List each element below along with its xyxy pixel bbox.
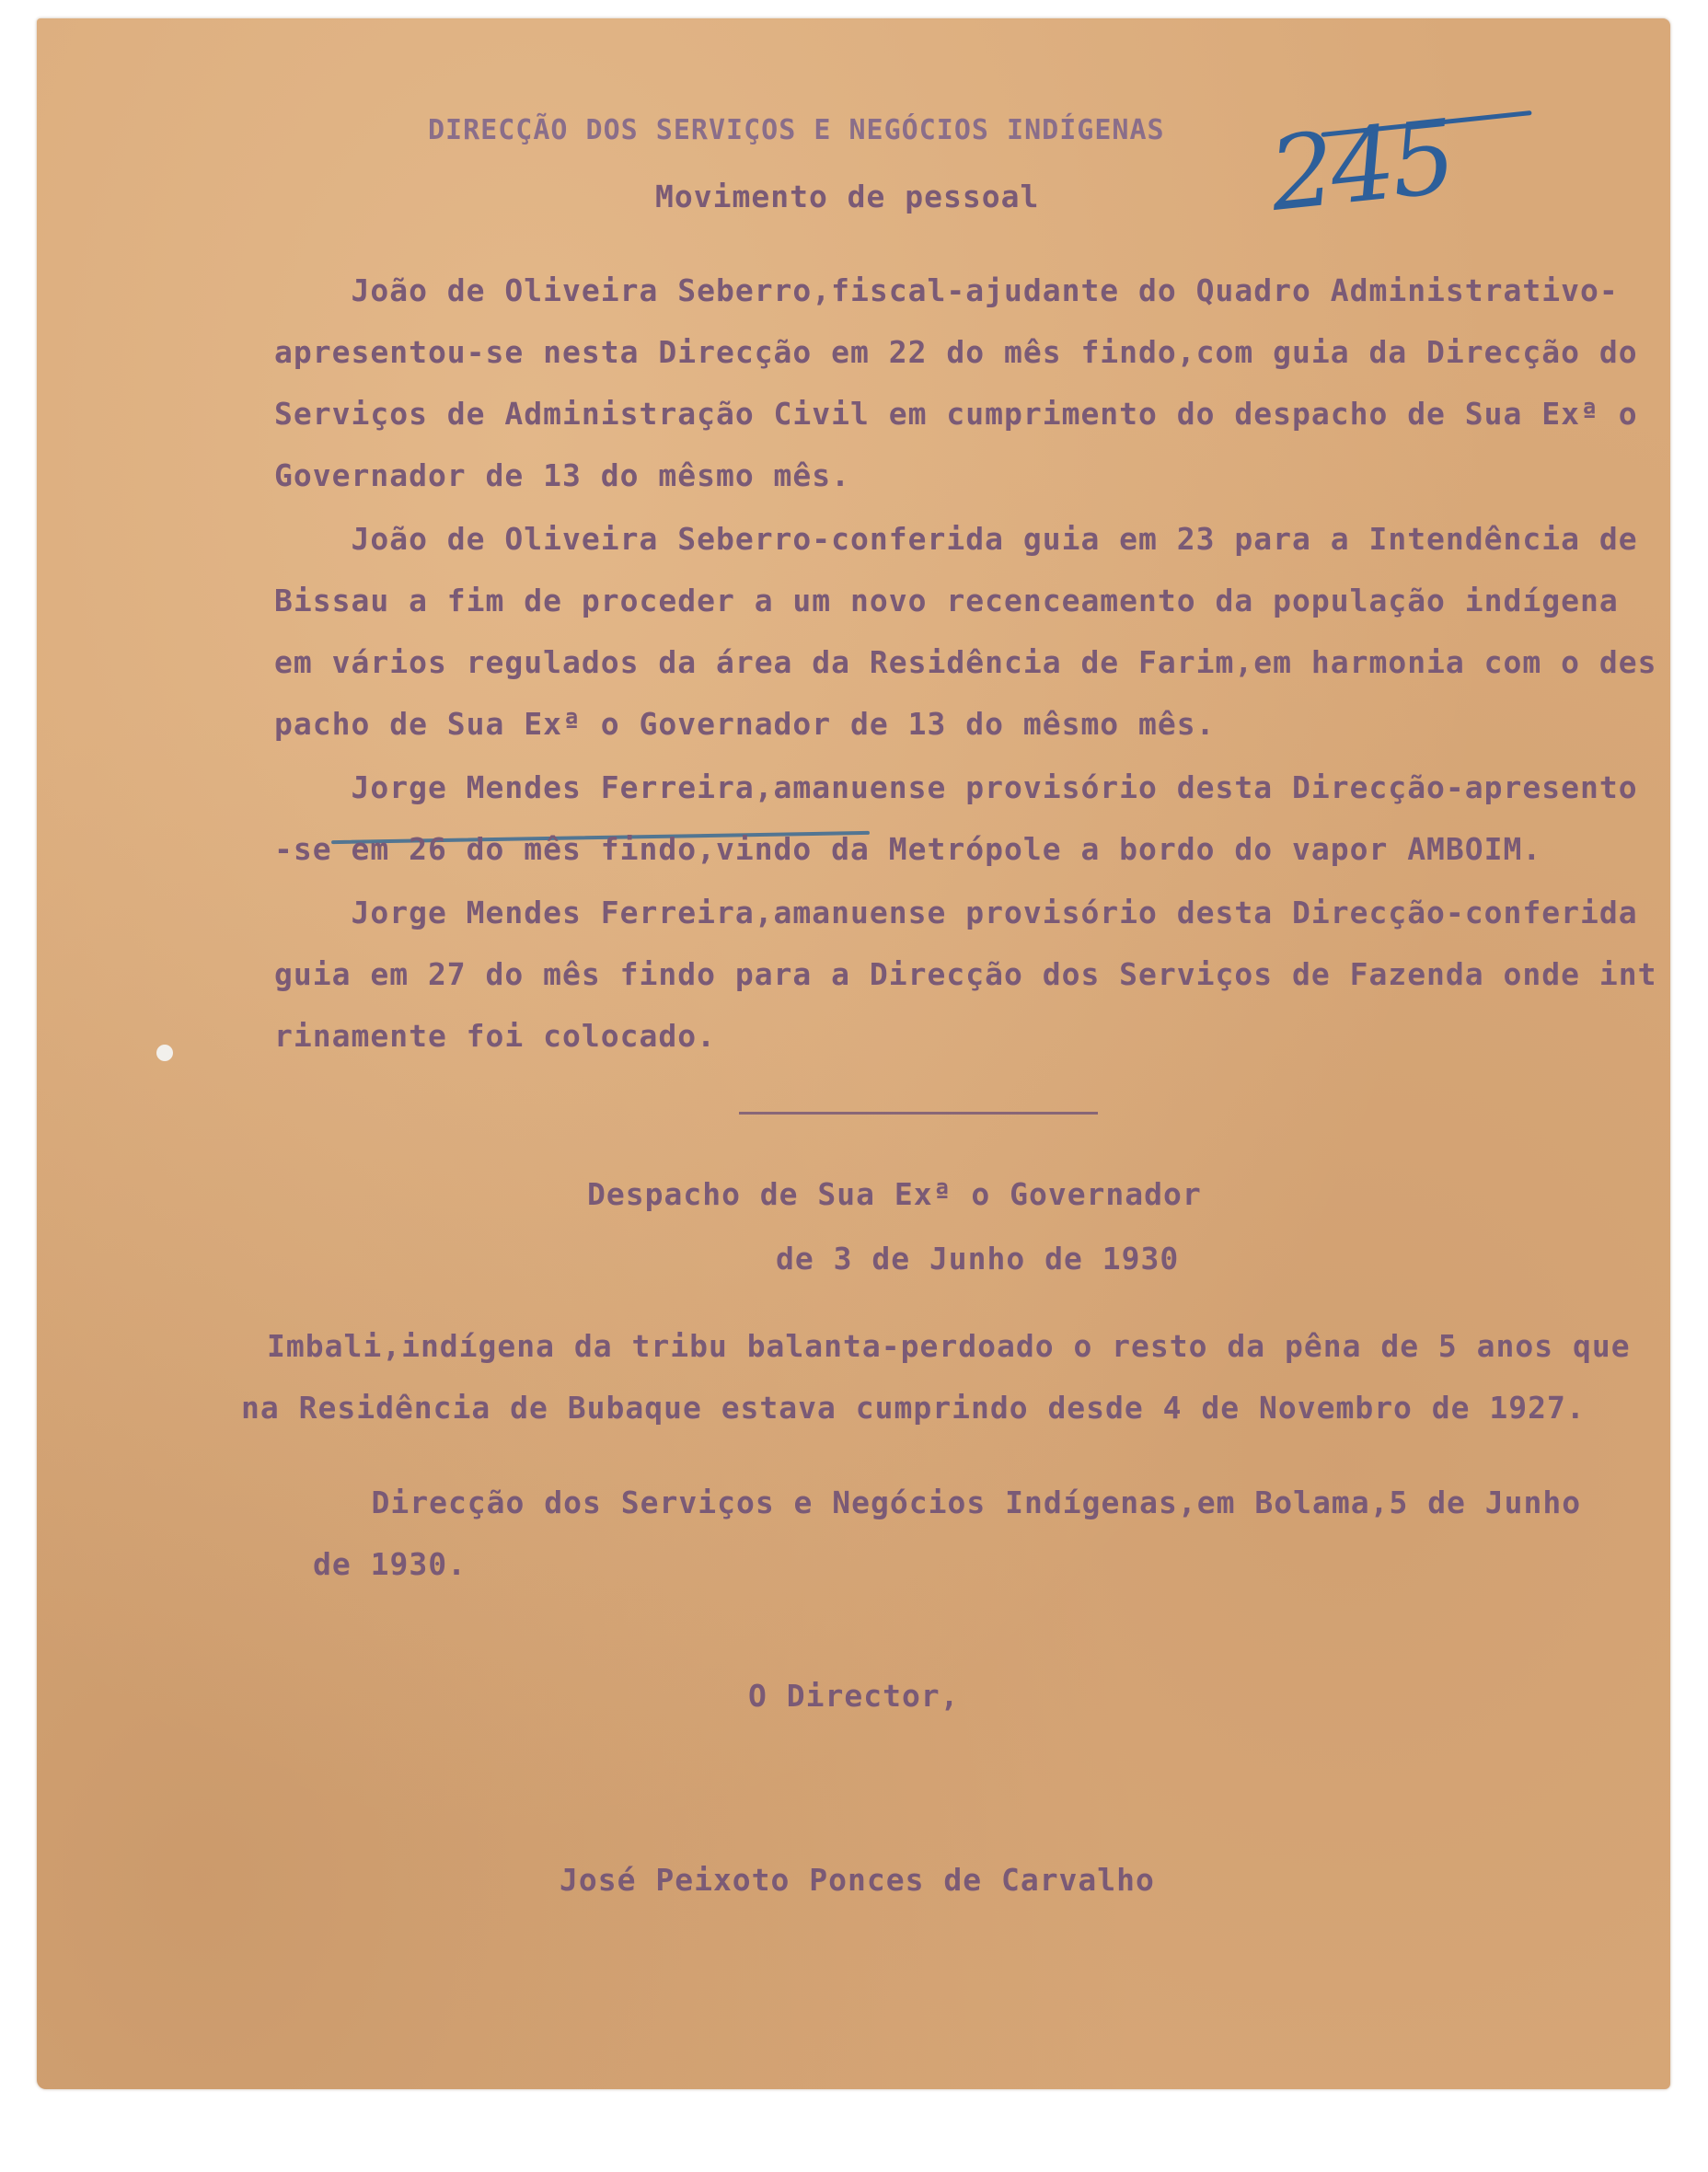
paragraph-4-line-1: Jorge Mendes Ferreira,amanuense provisório desta Direcção-conferida (274, 895, 1638, 930)
closing-line-1: Direcção dos Serviços e Negócios Indígenas,em Bolama,5 de Junho (294, 1485, 1582, 1520)
paragraph-1-line-2: apresentou-se nesta Direcção em 22 do mês findo,com guia da Direcção do (274, 334, 1638, 370)
paragraph-3-line-2: -se em 26 do mês findo,vindo da Metrópole a bordo do vapor AMBOIM. (274, 831, 1542, 867)
paragraph-2-line-4: pacho de Sua Exª o Governador de 13 do mêsmo mês. (274, 706, 1216, 742)
paragraph-1-line-3: Serviços de Administração Civil em cumprimento do despacho de Sua Exª o (274, 396, 1638, 432)
paragraph-1-line-1: João de Oliveira Seberro,fiscal-ajudante do Quadro Administrativo- (274, 272, 1619, 308)
paragraph-2-line-3: em vários regulados da área da Residência de Farim,em harmonia com o des (274, 644, 1657, 680)
paragraph-4-line-2: guia em 27 do mês findo para a Direcção dos Serviços de Fazenda onde int (274, 956, 1657, 992)
document-header: DIRECÇÃO DOS SERVIÇOS E NEGÓCIOS INDÍGENAS (428, 114, 1165, 146)
signoff: O Director, (748, 1678, 960, 1714)
paragraph-4-line-3: rinamente foi colocado. (274, 1018, 716, 1054)
handwritten-folio-number: 245 (1264, 98, 1459, 234)
closing-line-2: de 1930. (313, 1546, 467, 1582)
document-page (37, 18, 1670, 2089)
despacho-body-line-2: na Residência de Bubaque estava cumprindo desde 4 de Novembro de 1927. (241, 1390, 1586, 1426)
paragraph-3-line-1: Jorge Mendes Ferreira,amanuense provisório desta Direcção-apresento (274, 769, 1638, 805)
paper-hole (156, 1045, 173, 1061)
paragraph-1-line-4: Governador de 13 do mêsmo mês. (274, 457, 851, 493)
paragraph-2-line-2: Bissau a fim de proceder a um novo recenceamento da população indígena (274, 583, 1619, 618)
despacho-body-line-1: Imbali,indígena da tribu balanta-perdoado o resto da pêna de 5 anos que (267, 1328, 1631, 1364)
section-divider (739, 1112, 1098, 1115)
paragraph-2-line-1: João de Oliveira Seberro-conferida guia em 23 para a Intendência de (274, 521, 1638, 557)
despacho-title: Despacho de Sua Exª o Governador (587, 1176, 1202, 1212)
document-subheading: Movimento de pessoal (655, 179, 1040, 214)
despacho-date: de 3 de Junho de 1930 (776, 1241, 1180, 1277)
signatory-name: José Peixoto Ponces de Carvalho (560, 1862, 1155, 1898)
